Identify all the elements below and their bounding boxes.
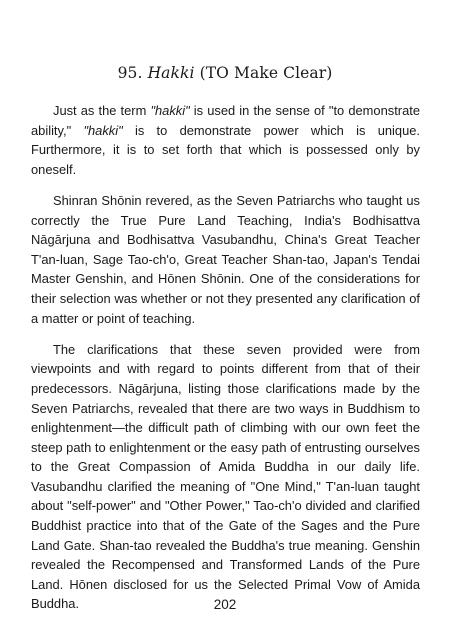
text-span-italic: "hakki"	[150, 103, 190, 118]
text-span: Shinran Shōnin revered, as the Seven Patriarchs who taught us correctly the True Pure Land Teaching, India's Bodhisattva Nāgārjuna and Bodhisattva Vasubandhu, China's Great Teacher T'an-luan, Sage Tao-ch'o, Great Teacher Shan-tao, Japan's Tendai Master Genshin, and Hōnen Shōnin. One of the considerations for their selection was whether or not they presented any clarification of a matter or point of teaching.	[31, 192, 420, 326]
text-span: is used in the sense of "to demonstrate ability,"	[31, 103, 420, 138]
section-subtitle: (TO Make Clear)	[199, 64, 333, 82]
text-span: The clarifications that these seven provided were from viewpoints and with regard to points different from that of their predecessors. Nāgārjuna, listing those clarifications made by the Seven Patriarchs, revealed that there are two ways in Buddhism to enlightenment—the difficult path of climbing with our own feet the steep path to enlightenment or the easy path of entrusting ourselves to the Great Compassion of Amida Buddha in our daily life. Vasubandhu clarified the meaning of "One Mind," T'an-luan taught about "self-power" and "Other Power," Tao-ch'o divided and clarified Buddhist practice into that of the Gate of the Sages and the Pure Land Gate. Shan-tao revealed the Buddha's true meaning. Genshin revealed the Recompensed and Transformed Lands of the Pure Land. Hōnen disclosed for us the Selected Primal Vow of Amida Buddha.	[31, 341, 420, 612]
section-number: 95.	[117, 64, 143, 82]
section-heading	[0, 64, 450, 82]
body-text	[31, 101, 420, 626]
paragraph-3	[31, 340, 420, 614]
text-span: is to demonstrate power which is unique. Furthermore, it is to set forth that which is possessed only by oneself.	[31, 122, 420, 177]
text-span-italic: "hakki"	[83, 122, 123, 138]
text-span: Just as the term	[53, 103, 151, 118]
page-number: 202	[213, 597, 237, 612]
paragraph-1	[31, 101, 420, 179]
paragraph-2	[31, 191, 420, 328]
section-term: Hakki	[147, 64, 195, 82]
